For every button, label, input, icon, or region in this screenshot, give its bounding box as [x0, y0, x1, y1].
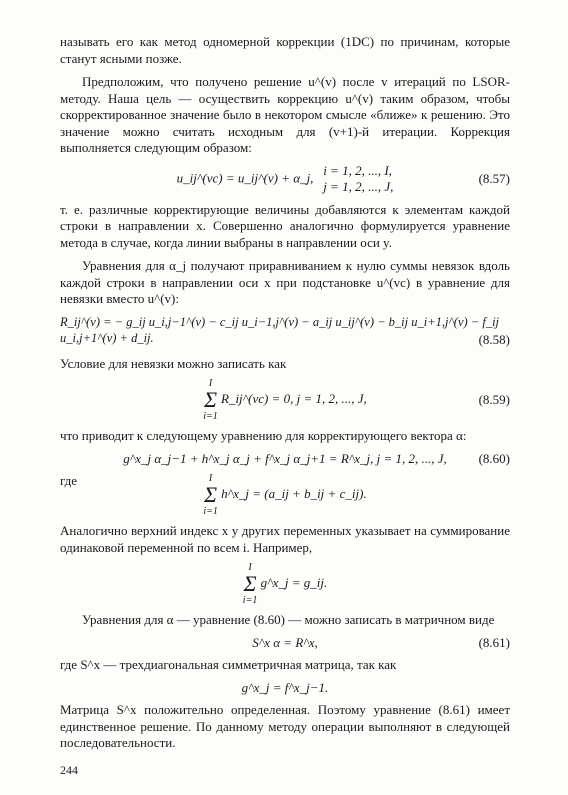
- equation-8-60-body: g^x_j α_j−1 + h^x_j α_j + f^x_j α_j+1 = R^x_j, j = 1, 2, ..., J,: [123, 450, 447, 466]
- equation-8-60-hx: [60, 473, 510, 517]
- paragraph-2: Предположим, что получено решение u^(v) после v итераций по LSOR-методу. Наша цель — осуществить коррекцию u^(v) таким образом, чтобы скорректированное значение было в некотором смысле «ближе» к решению. Это значение можно считать исходным для (v+1)-й итерации. Коррекция выполняется следующим образом:: [60, 74, 510, 155]
- summation-symbol: I Σ i=1: [203, 473, 218, 517]
- page-number: 244: [60, 762, 78, 777]
- paragraph-3: т. е. различные корректирующие величины добавляются к элементам каждой строки в направлении x. Совершенно аналогично формулируется уравнение метода в случае, когда линии выбраны в направлении оси y.: [60, 201, 510, 250]
- equation-8-57-range-j: j = 1, 2, ..., J,: [323, 179, 394, 194]
- sum-lower-limit: i=1: [203, 411, 218, 422]
- equation-gx-body: g^x_j = g_ij.: [260, 574, 328, 590]
- equation-number: (8.60): [478, 450, 510, 466]
- paragraph-9: где S^x — трехдиагональная симметричная матрица, так как: [60, 657, 397, 672]
- equation-gx-fx: [60, 680, 510, 697]
- sum-upper-limit: I: [208, 473, 213, 484]
- equation-8-60: [60, 451, 510, 468]
- equation-8-57-range-i: i = 1, 2, ..., I,: [323, 162, 392, 178]
- equation-number: (8.59): [478, 391, 510, 407]
- summation-symbol: I Σ i=1: [242, 562, 258, 606]
- equation-8-59: [60, 378, 510, 422]
- document-page: [60, 34, 510, 778]
- equation-8-57-body: u_ij^(vc) = u_ij^(v) + α_j,: [176, 169, 314, 185]
- equation-8-57: [60, 163, 510, 196]
- paragraph-6: что приводит к следующему уравнению для корректирующего вектора α:: [60, 428, 467, 443]
- paragraph-7: Аналогично верхний индекс x у других переменных указывает на суммирование одинаковой переменной по всем i. Например,: [60, 523, 510, 555]
- equation-hx-body: h^x_j = (a_ij + b_ij + c_ij).: [221, 485, 367, 501]
- sum-lower-limit: i=1: [242, 595, 258, 606]
- equation-8-58: [60, 314, 510, 350]
- paragraph-10: Матрица S^x положительно определенная. Поэтому уравнение (8.61) имеет единственное решение. По данному методу операции выполняют в следующей последовательности.: [60, 702, 510, 750]
- sum-upper-limit: I: [248, 562, 252, 573]
- equation-number: (8.57): [478, 170, 510, 186]
- sum-lower-limit: i=1: [203, 506, 218, 517]
- equation-8-61: [60, 635, 510, 652]
- equation-8-59-body: R_ij^(vc) = 0, j = 1, 2, ..., J,: [221, 390, 367, 406]
- paragraph-4: Уравнения для α_j получают приравниванием к нулю суммы невязок вдоль каждой строки в направлении оси x при подстановке u^(vc) в уравнение для невязки вместо u^(v):: [60, 258, 510, 306]
- paragraph-1: называть его как метод одномерной коррекции (1DC) по причинам, которые станут ясными позже.: [60, 34, 510, 66]
- sum-upper-limit: I: [208, 378, 213, 389]
- paragraph-5: Условие для невязки можно записать как: [60, 355, 287, 371]
- where-label: где: [60, 473, 78, 488]
- equation-number: (8.61): [478, 634, 510, 650]
- equation-gx-fx-body: g^x_j = f^x_j−1.: [241, 679, 329, 695]
- summation-symbol: I Σ i=1: [203, 378, 218, 422]
- equation-gx: [60, 562, 510, 606]
- equation-number: (8.58): [478, 331, 510, 347]
- paragraph-8: Уравнения для α — уравнение (8.60) — можно записать в матричном виде: [82, 612, 495, 627]
- equation-8-58-body: R_ij^(v) = − g_ij u_i,j−1^(v) − c_ij u_i−1,j^(v) − a_ij u_ij^(v) − b_ij u_i+1,j^(v) − f_ij u_i,j+1^(v) + d_ij.: [60, 314, 500, 345]
- equation-8-61-body: S^x α = R^x,: [252, 634, 318, 650]
